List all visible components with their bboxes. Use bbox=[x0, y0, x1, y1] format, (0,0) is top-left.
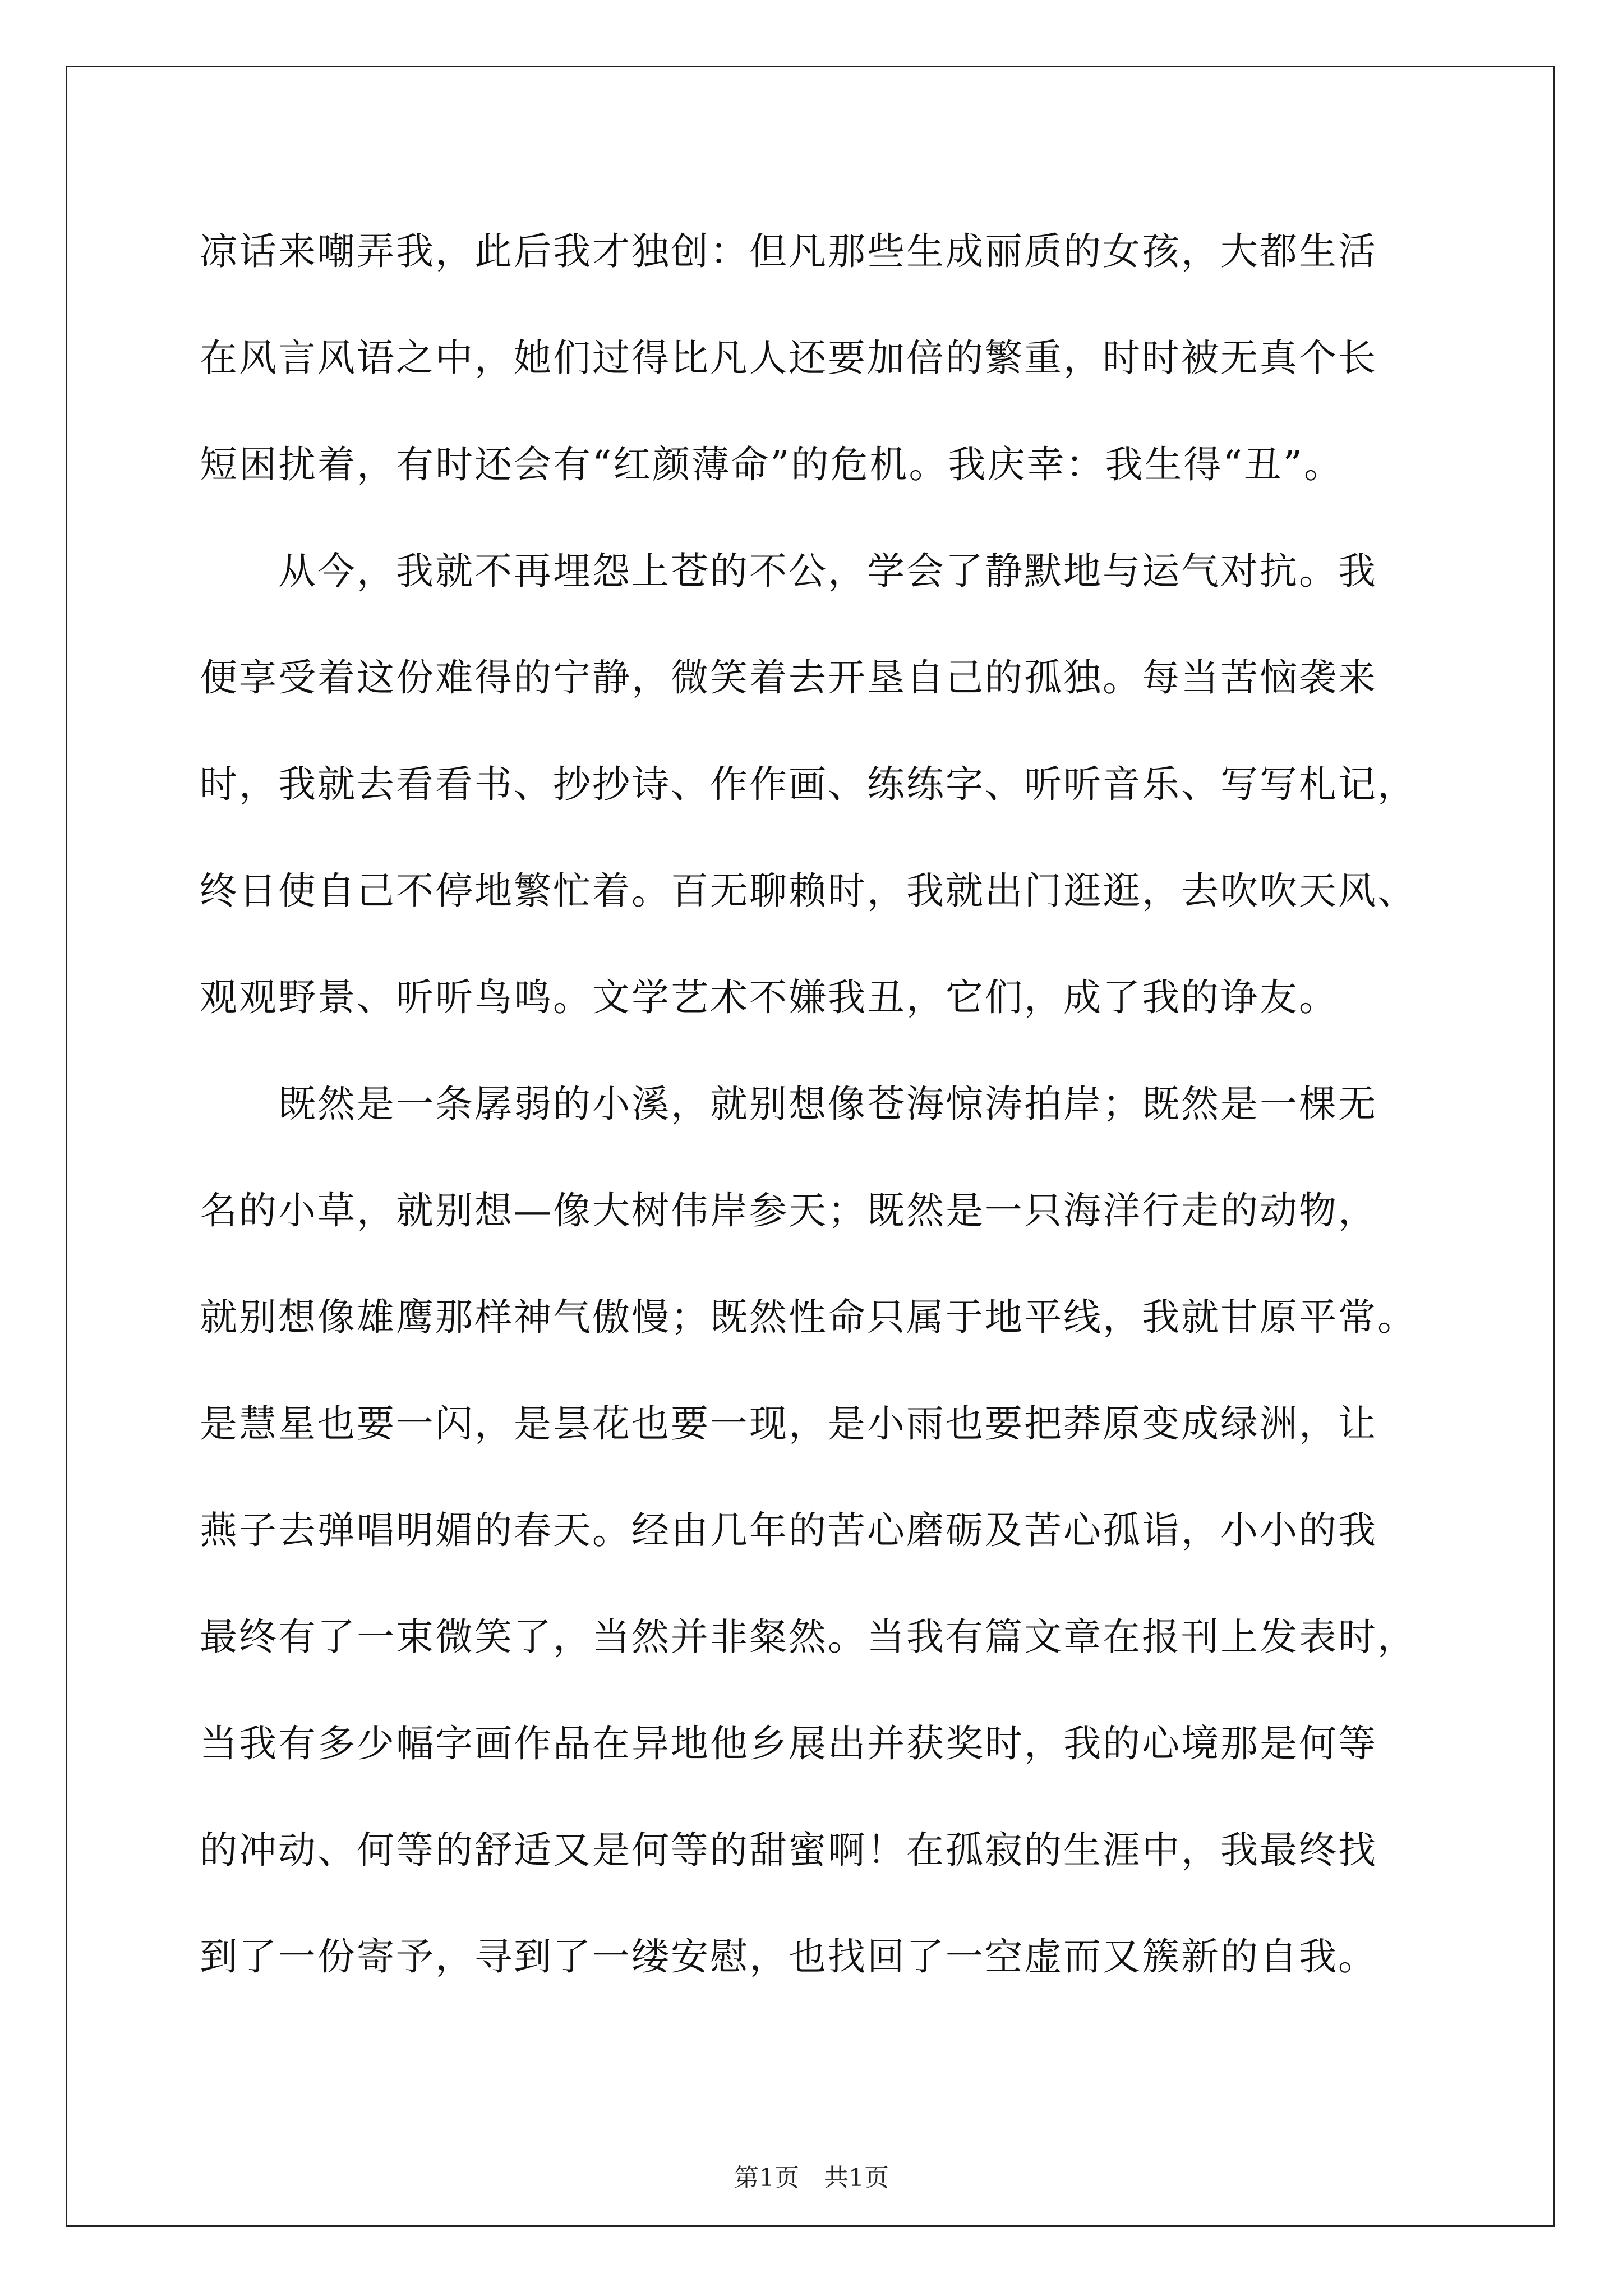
text-line: 便享受着这份难得的宁静，微笑着去开垦自己的孤独。每当苦恼袭来 bbox=[200, 656, 1377, 700]
text-line: 当我有多少幅字画作品在异地他乡展出并获奖时，我的心境那是何等 bbox=[200, 1722, 1377, 1765]
text-line: 名的小草，就别想—像大树伟岸参天；既然是一只海洋行走的动物， bbox=[200, 1189, 1377, 1232]
text-line: 观观野景、听听鸟鸣。文学艺术不嫌我丑，它们，成了我的诤友。 bbox=[200, 976, 1338, 1019]
page-footer: 第1页 共1页 bbox=[734, 2164, 889, 2192]
text-line: 凉话来嘲弄我，此后我才独创：但凡那些生成丽质的女孩，大都生活 bbox=[200, 229, 1377, 273]
text-line: 从今，我就不再埋怨上苍的不公，学会了静默地与运气对抗。我 bbox=[200, 549, 1377, 593]
text-line: 是慧星也要一闪，是昙花也要一现，是小雨也要把莽原变成绿洲，让 bbox=[200, 1402, 1377, 1446]
text-line: 既然是一条孱弱的小溪，就别想像苍海惊涛拍岸；既然是一棵无 bbox=[200, 1082, 1377, 1126]
text-line: 在风言风语之中，她们过得比凡人还要加倍的繁重，时时被无真个长 bbox=[200, 336, 1377, 380]
text-line: 最终有了一束微笑了，当然并非粲然。当我有篇文章在报刊上发表时， bbox=[200, 1615, 1417, 1659]
text-line: 时，我就去看看书、抄抄诗、作作画、练练字、听听音乐、写写札记， bbox=[200, 762, 1417, 806]
text-line: 到了一份寄予，寻到了一缕安慰，也找回了一空虚而又簇新的自我。 bbox=[200, 1935, 1377, 1978]
text-line: 的冲动、何等的舒适又是何等的甜蜜啊！在孤寂的生涯中，我最终找 bbox=[200, 1828, 1377, 1872]
page-border bbox=[66, 66, 1555, 2227]
text-line: 终日使自己不停地繁忙着。百无聊赖时，我就出门逛逛，去吹吹天风、 bbox=[200, 869, 1417, 913]
text-line: 燕子去弹唱明媚的春天。经由几年的苦心磨砺及苦心孤诣，小小的我 bbox=[200, 1508, 1377, 1552]
text-line: 就别想像雄鹰那样神气傲慢；既然性命只属于地平线，我就甘原平常。 bbox=[200, 1295, 1417, 1339]
text-line: 短困扰着，有时还会有“红颜薄命”的危机。我庆幸：我生得“丑”。 bbox=[200, 443, 1344, 486]
